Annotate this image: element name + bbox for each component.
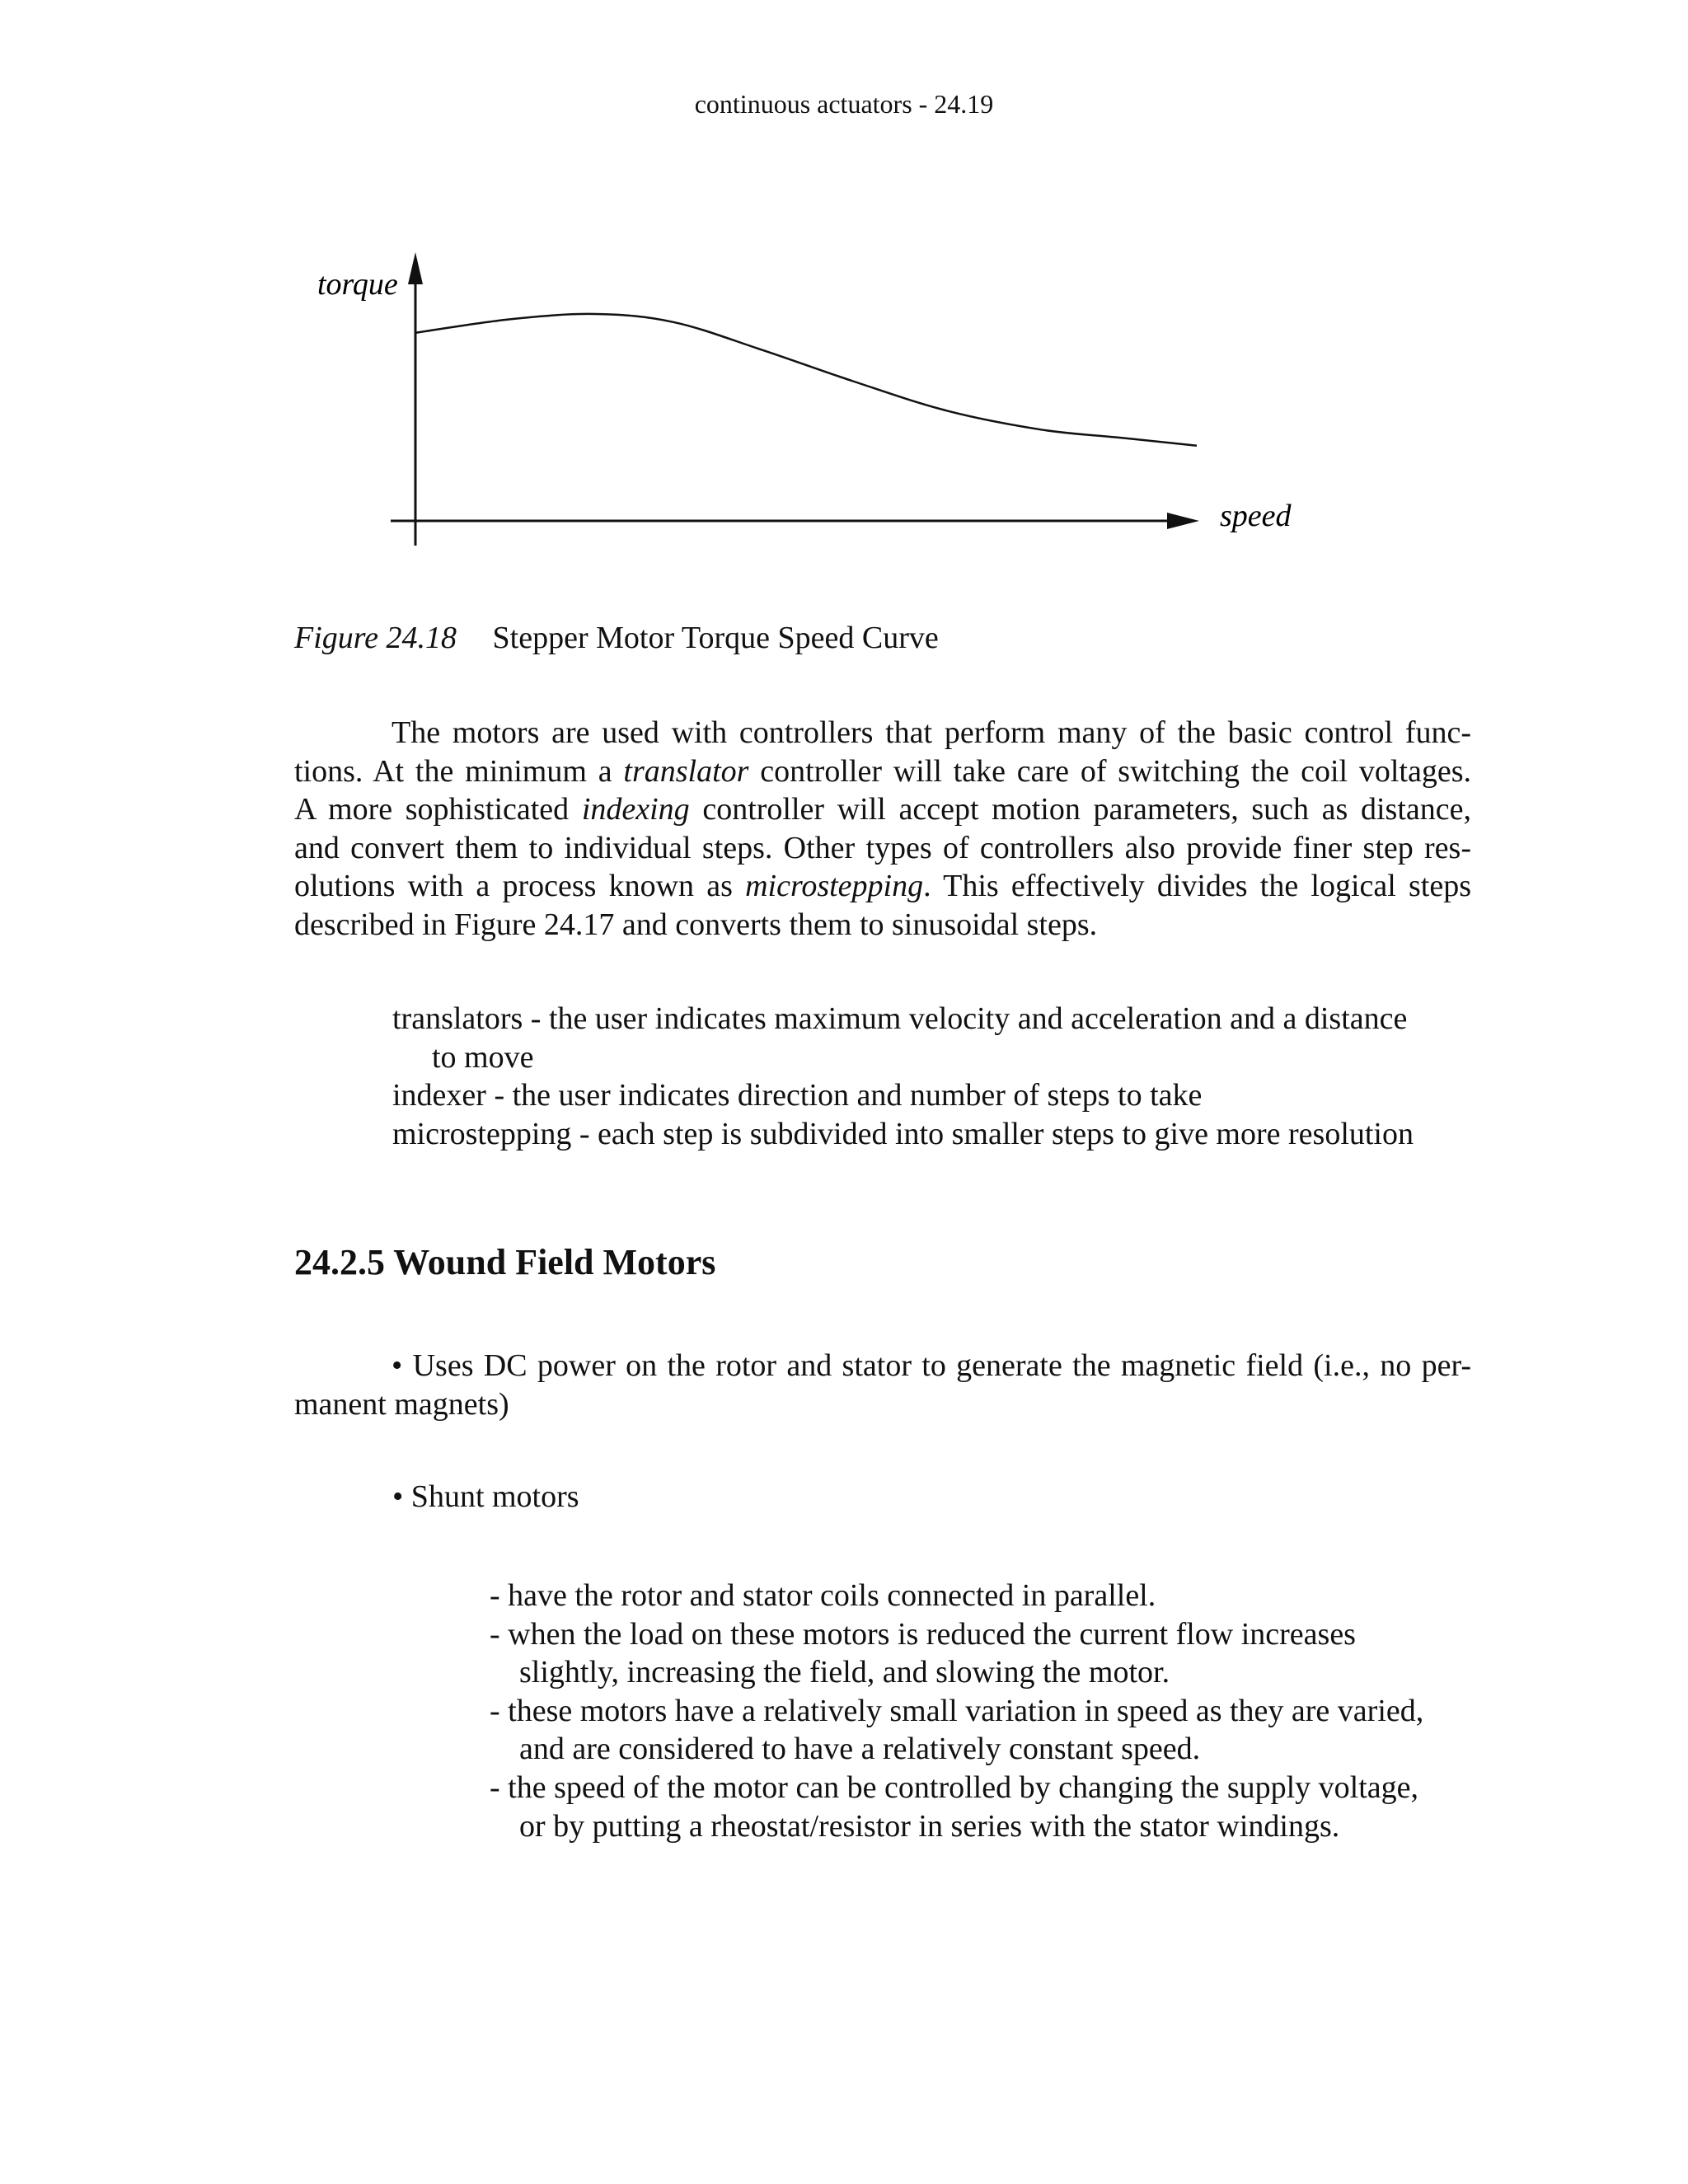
para1-line-4: and convert them to individual steps. Other types of controllers also provide finer step res- xyxy=(294,830,1471,865)
bullet1-line-2: manent magnets) xyxy=(294,1386,509,1422)
term-microstepping: microstepping xyxy=(745,869,924,904)
para1-line-3: A more sophisticated indexing controller will accept motion parameters, such as distance, xyxy=(294,792,1471,827)
para1-line-6: described in Figure 24.17 and converts them to sinusoidal steps. xyxy=(294,907,1098,942)
paragraph-controllers xyxy=(294,714,1471,944)
list-item-indexer: indexer - the user indicates direction and number of steps to take xyxy=(392,1078,1203,1113)
list-item-microstepping: microstepping - each step is subdivided into smaller steps to give more resolution xyxy=(392,1116,1414,1151)
y-axis-arrowhead xyxy=(408,252,423,284)
para1-line-2: tions. At the minimum a translator controller will take care of switching the coil voltages. xyxy=(294,753,1472,789)
shunt-item-4: - the speed of the motor can be controlled by changing the supply voltage, or by putting a rheostat/resistor in series with the stator windings. xyxy=(490,1769,1419,1844)
bullet-shunt-motors: • Shunt motors xyxy=(392,1479,579,1514)
figure-caption-text: Stepper Motor Torque Speed Curve xyxy=(492,621,939,655)
term-indexing: indexing xyxy=(581,792,690,827)
shunt-motor-list xyxy=(490,1577,1423,1845)
torque-speed-curve xyxy=(415,314,1197,446)
list-item-translators: translators - the user indicates maximum velocity and acceleration and a distance to move xyxy=(392,1001,1408,1075)
shunt-item-1: - have the rotor and stator coils connected in parallel. xyxy=(490,1578,1156,1613)
x-axis-arrowhead xyxy=(1167,513,1199,529)
shunt-item-3: - these motors have a relatively small variation in speed as they are varied, and are considered to have a relatively constant speed. xyxy=(490,1693,1424,1767)
bullet1-line-1: • Uses DC power on the rotor and stator to generate the magnetic field (i.e., no per- xyxy=(392,1348,1471,1383)
x-axis-label: speed xyxy=(1220,499,1292,533)
torque-speed-chart xyxy=(0,0,1688,593)
term-translator: translator xyxy=(623,753,749,789)
para1-line-5: olutions with a process known as microstepping. This effectively divides the logical steps xyxy=(294,869,1471,904)
y-axis-label: torque xyxy=(317,267,398,302)
shunt-item-2: - when the load on these motors is reduced the current flow increases slightly, increasing the field, and slowing the motor. xyxy=(490,1616,1356,1690)
controller-types-list xyxy=(392,1000,1414,1153)
section-heading: 24.2.5 Wound Field Motors xyxy=(294,1242,716,1282)
para1-line-1: The motors are used with controllers that perform many of the basic control func- xyxy=(392,715,1471,750)
figure-caption xyxy=(294,620,939,656)
figure-number: Figure 24.18 xyxy=(294,621,457,655)
bullet-dc-power xyxy=(294,1347,1471,1423)
running-header: continuous actuators - 24.19 xyxy=(694,89,994,119)
